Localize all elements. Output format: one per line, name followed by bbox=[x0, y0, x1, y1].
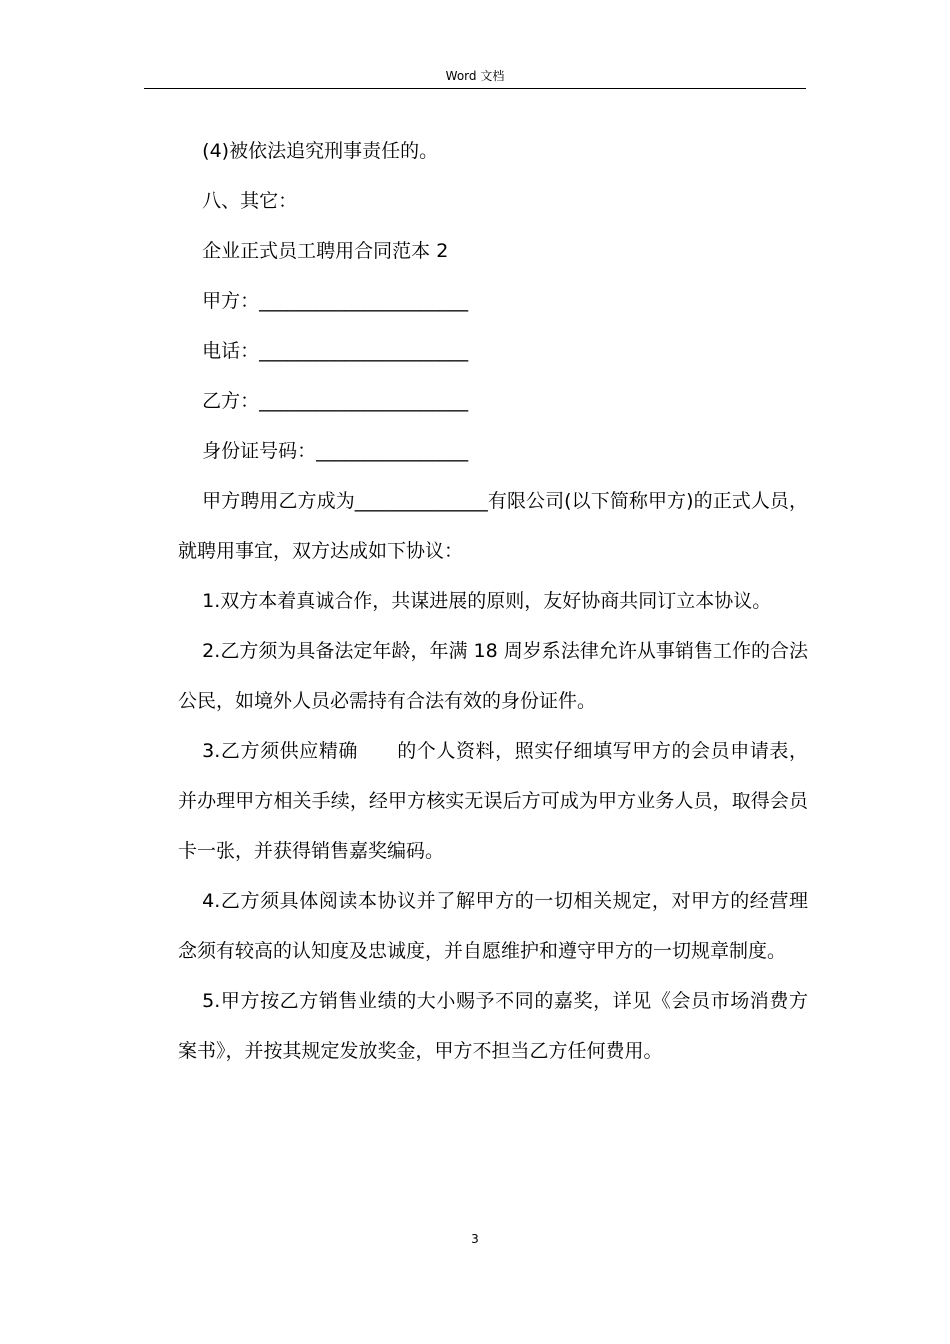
section-heading-other: 八、其它： bbox=[202, 190, 298, 212]
paragraph-item-4: 4.乙方须具体阅读本协议并了解甲方的一切相关规定，对甲方的经营理念须有较高的认知度及忠诚度，并自愿维护和遵守甲方的一切规章制度。 bbox=[178, 890, 808, 962]
document-body bbox=[178, 126, 808, 1076]
page-header-title: Word 文档 bbox=[445, 69, 505, 83]
paragraph-item-1: 1.双方本着真诚合作，共谋进展的原则，友好协商共同订立本协议。 bbox=[202, 590, 772, 612]
id-number-line: 身份证号码：________________ bbox=[202, 440, 469, 462]
paragraph-clause-4: (4)被依法追究刑事责任的。 bbox=[202, 140, 439, 162]
party-a-line: 甲方：______________________ bbox=[202, 290, 469, 312]
paragraph-item-2: 2.乙方须为具备法定年龄，年满 18 周岁系法律允许从事销售工作的合法公民，如境外人员必需持有合法有效的身份证件。 bbox=[178, 640, 808, 712]
phone-line: 电话：______________________ bbox=[202, 340, 469, 362]
paragraph-item-3: 3.乙方须供应精确 的个人资料，照实仔细填写甲方的会员申请表，并办理甲方相关手续，经甲方核实无误后方可成为甲方业务人员，取得会员卡一张，并获得销售嘉奖编码。 bbox=[178, 740, 808, 862]
page-number: 3 bbox=[471, 1232, 479, 1246]
header-divider bbox=[144, 88, 806, 89]
contract-title: 企业正式员工聘用合同范本 2 bbox=[202, 240, 449, 262]
paragraph-item-5: 5.甲方按乙方销售业绩的大小赐予不同的嘉奖，详见《会员市场消费方案书》，并按其规定发放奖金，甲方不担当乙方任何费用。 bbox=[178, 990, 808, 1062]
paragraph-intro: 甲方聘用乙方成为______________有限公司(以下简称甲方)的正式人员，就聘用事宜，双方达成如下协议： bbox=[178, 490, 808, 562]
party-b-line: 乙方：______________________ bbox=[202, 390, 469, 412]
